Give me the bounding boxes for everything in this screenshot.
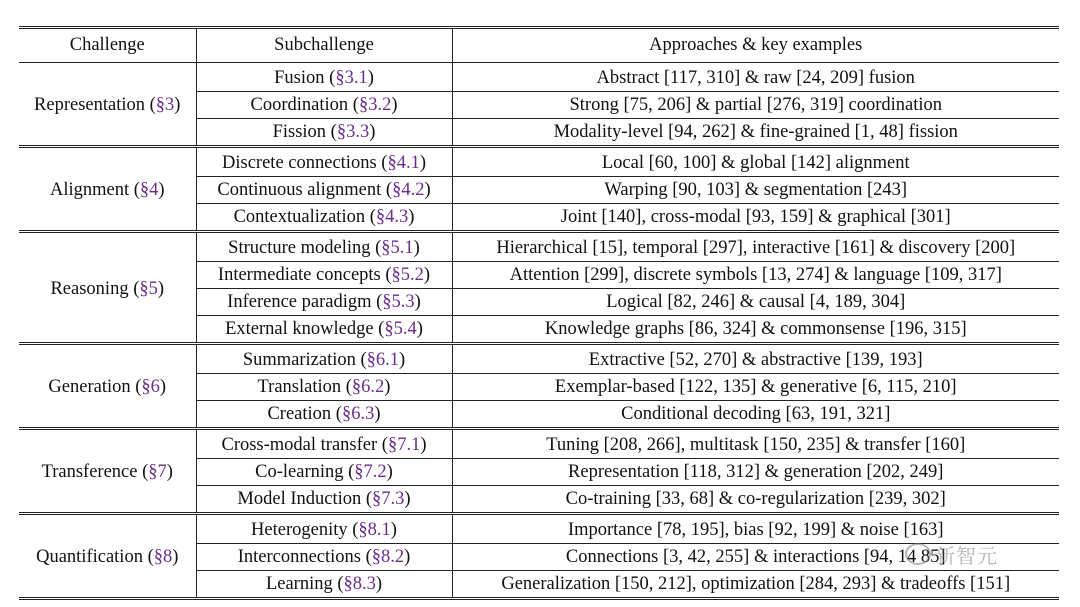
section-link[interactable]: §3 bbox=[155, 95, 175, 115]
watermark bbox=[905, 540, 998, 569]
section-link[interactable]: §7.2 bbox=[354, 462, 387, 482]
section-link[interactable]: §5.4 bbox=[384, 319, 417, 339]
approaches-cell: Extractive [52, 270] & abstractive [139, 193] bbox=[588, 350, 923, 370]
subchallenge-cell: Learning (§8.3) bbox=[196, 571, 452, 599]
section-link[interactable]: §5 bbox=[139, 278, 158, 299]
section-link[interactable]: §8 bbox=[153, 547, 173, 567]
subchallenge-label: Translation ( bbox=[257, 377, 352, 397]
approaches-cell: Logical [82, 246] & causal [4, 189, 304] bbox=[452, 289, 1059, 316]
subchallenge-label: Interconnections ( bbox=[237, 547, 372, 567]
section-link[interactable]: §7.3 bbox=[372, 489, 405, 509]
subchallenge-label: Cross-modal transfer ( bbox=[221, 435, 388, 455]
section-link[interactable]: §6.2 bbox=[351, 377, 385, 397]
challenge-group bbox=[19, 344, 1059, 429]
subchallenge-cell: Co-learning (§7.2) bbox=[196, 459, 452, 486]
approaches-cell: Warping [90, 103] & segmentation [243] bbox=[452, 177, 1059, 204]
challenge-label: Transference ( bbox=[41, 462, 149, 482]
challenge-label: Reasoning ( bbox=[50, 278, 140, 299]
challenge-group bbox=[19, 232, 1059, 344]
challenge-cell: Representation (§3) bbox=[19, 63, 196, 147]
subchallenge-cell: Fusion (§3.1) bbox=[196, 63, 452, 92]
table-row bbox=[19, 514, 1059, 544]
approaches-cell: Connections [3, 42, 255] & interactions [94, 14 85] bbox=[452, 544, 1059, 571]
subchallenge-cell: Continuous alignment (§4.2) bbox=[196, 177, 452, 204]
subchallenge-cell: External knowledge (§5.4) bbox=[196, 316, 452, 344]
subchallenge-cell: Inference paradigm (§5.3) bbox=[196, 289, 452, 316]
wechat-logo-icon bbox=[905, 543, 931, 565]
section-link[interactable]: §8.3 bbox=[343, 574, 376, 594]
challenge-label: Quantification ( bbox=[36, 547, 154, 567]
section-link[interactable]: §7.1 bbox=[387, 435, 421, 455]
section-link[interactable]: §5.2 bbox=[391, 265, 424, 285]
subchallenge-cell: Model Induction (§7.3) bbox=[196, 486, 452, 514]
approaches-cell: Conditional decoding [63, 191, 321] bbox=[452, 401, 1059, 429]
approaches-cell: Abstract [117, 310] & raw [24, 209] fusion bbox=[596, 68, 915, 88]
taxonomy-table bbox=[19, 26, 1059, 600]
header-subchallenge: Subchallenge bbox=[196, 28, 452, 63]
approaches-cell: Tuning [208, 266], multitask [150, 235] & transfer [160] bbox=[546, 435, 966, 455]
section-link[interactable]: §4.1 bbox=[387, 153, 420, 173]
challenge-group bbox=[19, 147, 1059, 232]
challenge-cell: Generation (§6) bbox=[19, 344, 196, 429]
subchallenge-cell: Cross-modal transfer (§7.1) bbox=[196, 429, 452, 459]
subchallenge-cell: Discrete connections (§4.1) bbox=[196, 147, 452, 177]
subchallenge-label: Structure modeling ( bbox=[228, 238, 382, 258]
approaches-cell: Hierarchical [15], temporal [297], interactive [161] & discovery [200] bbox=[496, 238, 1016, 258]
subchallenge-label: Summarization ( bbox=[242, 350, 367, 370]
table-row bbox=[19, 429, 1059, 459]
approaches-cell: Importance [78, 195], bias [92, 199] & noise [163] bbox=[567, 520, 944, 540]
table-row bbox=[19, 232, 1059, 262]
approaches-cell: Knowledge graphs [86, 324] & commonsense [196, 315] bbox=[452, 316, 1059, 344]
header-challenge: Challenge bbox=[19, 28, 196, 63]
challenge-group bbox=[19, 514, 1059, 599]
subchallenge-cell: Intermediate concepts (§5.2) bbox=[196, 262, 452, 289]
challenge-label: Representation ( bbox=[34, 95, 156, 115]
header-approaches: Approaches & key examples bbox=[649, 35, 863, 55]
subchallenge-cell: Translation (§6.2) bbox=[196, 374, 452, 401]
section-link[interactable]: §5.1 bbox=[381, 238, 414, 258]
subchallenge-label: Inference paradigm ( bbox=[227, 292, 383, 312]
section-link[interactable]: §6.1 bbox=[366, 350, 400, 370]
section-link[interactable]: §7 bbox=[148, 462, 167, 482]
header-row bbox=[19, 28, 1059, 63]
challenge-cell: Quantification (§8) bbox=[19, 514, 196, 599]
subchallenge-label: Heterogenity ( bbox=[251, 520, 359, 540]
section-link[interactable]: §6.3 bbox=[341, 404, 375, 424]
approaches-cell: Joint [140], cross-modal [93, 159] & graphical [301] bbox=[452, 204, 1059, 232]
subchallenge-cell: Fission (§3.3) bbox=[196, 119, 452, 147]
section-link[interactable]: §5.3 bbox=[382, 292, 415, 312]
taxonomy-table-container bbox=[19, 26, 1059, 600]
challenge-group bbox=[19, 429, 1059, 514]
approaches-cell: Local [60, 100] & global [142] alignment bbox=[601, 153, 910, 173]
approaches-cell: Exemplar-based [122, 135] & generative [6, 115, 210] bbox=[452, 374, 1059, 401]
approaches-cell: Representation [118, 312] & generation [202, 249] bbox=[452, 459, 1059, 486]
subchallenge-cell: Creation (§6.3) bbox=[196, 401, 452, 429]
subchallenge-label: Model Induction ( bbox=[237, 489, 373, 509]
approaches-cell: Co-training [33, 68] & co-regularization [239, 302] bbox=[452, 486, 1059, 514]
section-link[interactable]: §3.3 bbox=[336, 122, 370, 142]
approaches-cell: Attention [299], discrete symbols [13, 274] & language [109, 317] bbox=[452, 262, 1059, 289]
section-link[interactable]: §6 bbox=[141, 377, 160, 397]
approaches-cell: Generalization [150, 212], optimization [284, 293] & tradeoffs [151] bbox=[452, 571, 1059, 599]
section-link[interactable]: §8.1 bbox=[358, 520, 391, 540]
challenge-cell: Alignment (§4) bbox=[19, 147, 196, 232]
table-header bbox=[19, 28, 1059, 63]
subchallenge-cell: Summarization (§6.1) bbox=[196, 344, 452, 374]
subchallenge-label: Contextualization ( bbox=[233, 207, 376, 227]
subchallenge-label: Fusion ( bbox=[274, 68, 336, 88]
subchallenge-cell: Structure modeling (§5.1) bbox=[196, 232, 452, 262]
section-link[interactable]: §3.1 bbox=[335, 68, 368, 88]
subchallenge-label: Co-learning ( bbox=[255, 462, 355, 482]
approaches-cell: Strong [75, 206] & partial [276, 319] coordination bbox=[452, 92, 1059, 119]
subchallenge-label: Creation ( bbox=[267, 404, 342, 424]
table-row bbox=[19, 63, 1059, 92]
challenge-group bbox=[19, 63, 1059, 147]
challenge-label: Generation ( bbox=[48, 377, 142, 397]
challenge-cell: Transference (§7) bbox=[19, 429, 196, 514]
subchallenge-label: Fission ( bbox=[272, 122, 337, 142]
subchallenge-label: Coordination ( bbox=[250, 95, 359, 115]
challenge-label: Alignment ( bbox=[49, 180, 140, 200]
section-link[interactable]: §4.2 bbox=[392, 180, 425, 200]
subchallenge-label: Intermediate concepts ( bbox=[217, 265, 392, 285]
subchallenge-cell: Coordination (§3.2) bbox=[196, 92, 452, 119]
section-link[interactable]: §4 bbox=[139, 180, 159, 200]
section-link[interactable]: §8.2 bbox=[371, 547, 405, 567]
subchallenge-label: Learning ( bbox=[265, 574, 344, 594]
approaches-cell: Modality-level [94, 262] & fine-grained [1, 48] fission bbox=[452, 119, 1059, 147]
subchallenge-label: Discrete connections ( bbox=[222, 153, 388, 173]
challenge-cell: Reasoning (§5) bbox=[19, 232, 196, 344]
subchallenge-cell: Contextualization (§4.3) bbox=[196, 204, 452, 232]
subchallenge-cell: Interconnections (§8.2) bbox=[196, 544, 452, 571]
subchallenge-cell: Heterogenity (§8.1) bbox=[196, 514, 452, 544]
section-link[interactable]: §3.2 bbox=[358, 95, 392, 115]
subchallenge-label: External knowledge ( bbox=[225, 319, 385, 339]
watermark-text: 新智元 bbox=[935, 544, 998, 568]
table-row bbox=[19, 344, 1059, 374]
table-row bbox=[19, 147, 1059, 177]
subchallenge-label: Continuous alignment ( bbox=[217, 180, 393, 200]
section-link[interactable]: §4.3 bbox=[375, 207, 409, 227]
